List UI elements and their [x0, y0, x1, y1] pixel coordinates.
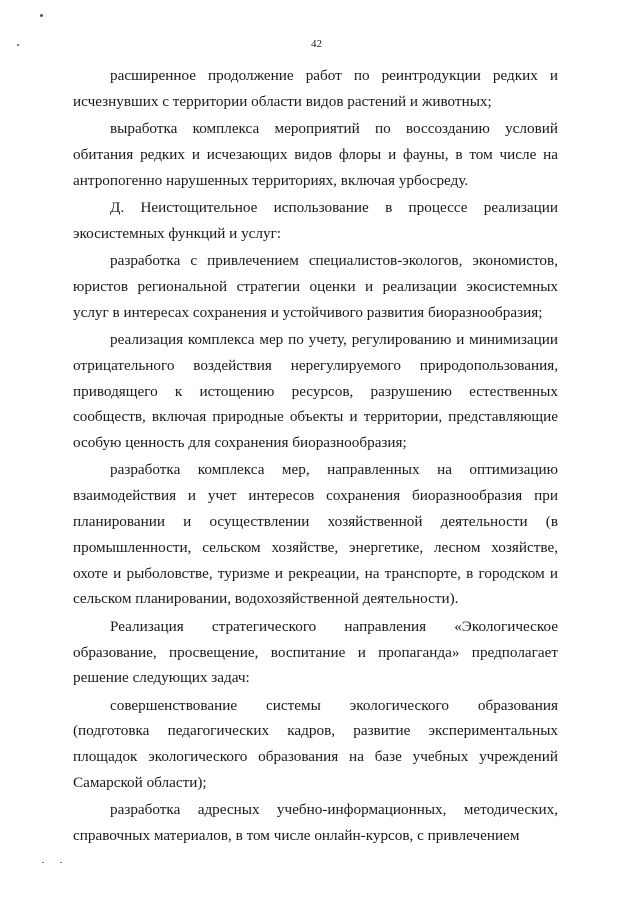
- paragraph: разработка адресных учебно-информационных, методических, справочных материалов, в том числе онлайн-курсов, с привлечением: [73, 801, 558, 845]
- paragraph: расширенное продолжение работ по реинтродукции редких и исчезнувших с территории области видов растений и животных;: [73, 67, 558, 110]
- paragraph: Д. Неистощительное использование в процессе реализации экосистемных функций и услуг:: [73, 198, 558, 242]
- paragraph: совершенствование системы экологического образования (подготовка педагогических кадров, развитие экспериментальных площадок экологического образования на базе учебных учреждений Самарской области);: [73, 696, 558, 792]
- paragraph: разработка с привлечением специалистов-экологов, экономистов, юристов региональной стратегии оценки и реализации экосистемных услуг в интересах сохранения и устойчивого развития биоразнообразия;: [73, 252, 558, 321]
- body-text: [73, 63, 558, 850]
- paragraph: реализация комплекса мер по учету, регулированию и минимизации отрицательного воздействия нерегулируемого природопользования, приводящего к истощению ресурсов, разрушению естественных сообществ, включая природные объекты и территории, представляющие особую ценность для сохранения биоразнообразия;: [73, 330, 558, 452]
- scan-speck: [60, 862, 62, 863]
- page-number: 42: [311, 38, 322, 50]
- paragraph: выработка комплекса мероприятий по воссозданию условий обитания редких и исчезающих видов флоры и фауны, в том числе на антропогенно нарушенных территориях, включая урбосреду.: [73, 120, 558, 189]
- paragraph: разработка комплекса мер, направленных на оптимизацию взаимодействия и учет интересов сохранения биоразнообразия при планировании и осуществлении хозяйственной деятельности (в промышленности, сельском хозяйстве, энергетике, лесном хозяйстве, охоте и рыболовстве, туризме и рекреации, на транспорте, в городском и сельском планировании, водохозяйственной деятельности).: [73, 461, 558, 608]
- scan-speck: [42, 862, 44, 863]
- paragraph: Реализация стратегического направления «Экологическое образование, просвещение, воспитание и пропаганда» предполагает решение следующих задач:: [73, 617, 558, 687]
- scan-speck: [40, 14, 43, 17]
